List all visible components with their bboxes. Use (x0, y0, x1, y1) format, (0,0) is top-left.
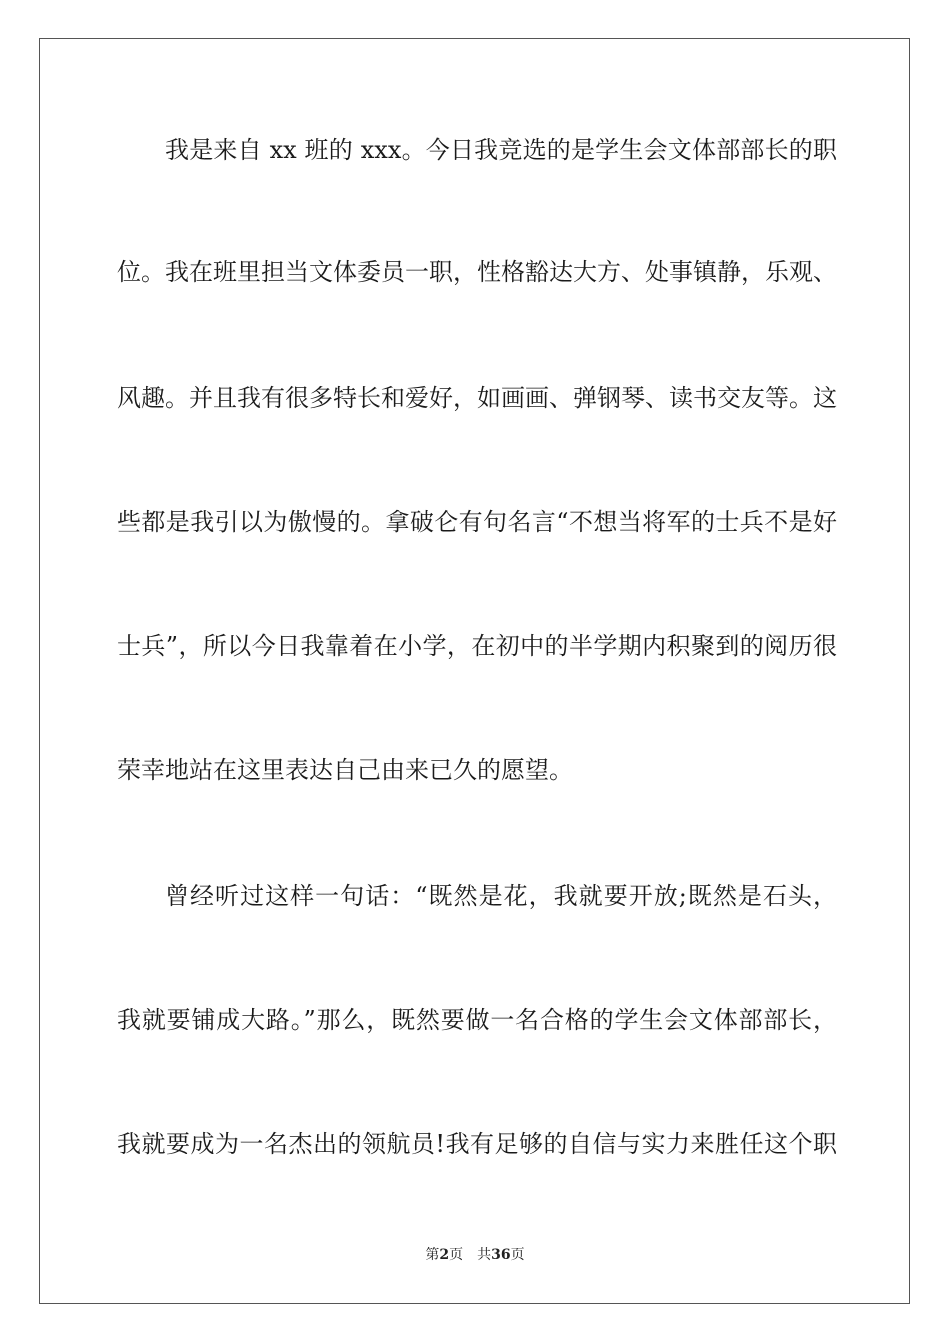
footer-prefix: 第 (425, 1247, 440, 1263)
footer-page-number: 2 (439, 1247, 450, 1263)
footer-total-unit: 页 (510, 1247, 525, 1263)
footer-total-pages: 36 (491, 1247, 511, 1263)
footer-page-unit: 页 (449, 1247, 464, 1263)
paragraph-1-line-6: 荣幸地站在这里表达自己由来已久的愿望。 (117, 756, 573, 784)
paragraph-1-line-3: 风趣。并且我有很多特长和爱好，如画画、弹钢琴、读书交友等。这 (117, 384, 837, 412)
page-frame (39, 38, 910, 1304)
page-footer (0, 1245, 950, 1265)
paragraph-1-line-2: 位。我在班里担当文体委员一职，性格豁达大方、处事镇静，乐观、 (117, 258, 837, 286)
paragraph-2-line-3: 我就要成为一名杰出的领航员!我有足够的自信与实力来胜任这个职 (117, 1130, 837, 1158)
footer-total-prefix: 共 (477, 1247, 492, 1263)
paragraph-2-line-2: 我就要铺成大路。”那么，既然要做一名合格的学生会文体部部长， (117, 1006, 837, 1034)
paragraph-1-line-5: 士兵”，所以今日我靠着在小学，在初中的半学期内积聚到的阅历很 (117, 632, 837, 660)
paragraph-2-line-1: 曾经听过这样一句话：“既然是花，我就要开放;既然是石头， (165, 882, 837, 910)
paragraph-1-line-1: 我是来自 xx 班的 xxx。今日我竞选的是学生会文体部部长的职 (165, 136, 837, 164)
paragraph-1-line-4: 些都是我引以为傲慢的。拿破仑有句名言“不想当将军的士兵不是好 (117, 508, 837, 536)
